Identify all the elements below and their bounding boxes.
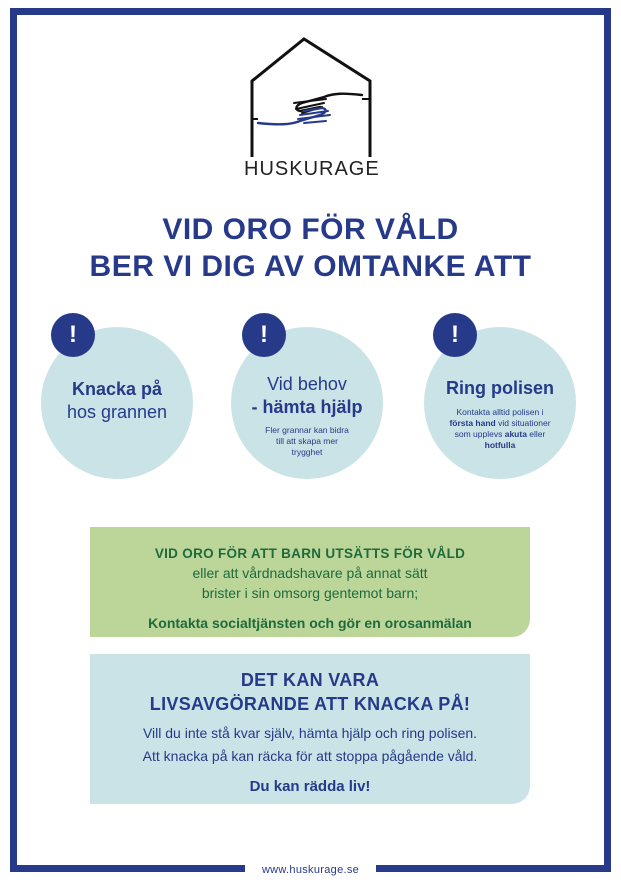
action-2-title-light: Vid behov	[267, 374, 347, 394]
action-2-title-bold: - hämta hjälp	[251, 397, 363, 417]
child-concern-heading: VID ORO FÖR ATT BARN UTSÄTTS FÖR VÅLD	[154, 546, 466, 561]
knock-notice-heading: LIVSAVGÖRANDE ATT KNACKA PÅ!	[149, 694, 471, 714]
action-3-desc-text: vid situationer	[495, 418, 551, 428]
knock-notice-body: Vill du inte stå kvar själv, hämta hjälp och ring polisen.	[142, 725, 478, 741]
action-3-desc-emph: akuta	[504, 429, 527, 439]
action-2-desc-line: trygghet	[291, 447, 323, 457]
action-3-desc-text: Kontakta alltid polisen i	[456, 407, 544, 417]
headline-line-1: VID ORO FÖR VÅLD	[162, 213, 459, 246]
action-3-desc-emph: första hand	[449, 418, 496, 428]
knock-notice-body: Att knacka på kan räcka för att stoppa pågående våld.	[142, 748, 478, 764]
action-3-desc-text: eller	[526, 429, 546, 439]
child-concern-cta: Kontakta socialtjänsten och gör en orosanmälan	[148, 615, 472, 631]
child-concern-body: eller att vårdnadshavare på annat sätt	[192, 565, 428, 581]
child-concern-body: brister i sin omsorg gentemot barn;	[201, 585, 419, 601]
house-hands-icon	[244, 37, 378, 162]
huskurage-logo	[244, 37, 378, 182]
alert-badge-2: !	[242, 313, 286, 357]
action-3-desc-text: som upplevs	[454, 429, 505, 439]
alert-badge-1: !	[51, 313, 95, 357]
logo-wordmark: HUSKURAGE	[244, 158, 380, 180]
action-1-title-rest: hos grannen	[66, 402, 168, 422]
action-3-desc-line	[424, 429, 576, 440]
action-3-desc-line	[424, 407, 576, 418]
knock-notice-box	[90, 654, 530, 804]
action-2-desc-line: Fler grannar kan bidra	[265, 425, 349, 435]
knock-notice-heading: DET KAN VARA	[240, 670, 380, 690]
footer-url[interactable]: www.huskurage.se	[245, 858, 376, 882]
alert-badge-3: !	[433, 313, 477, 357]
headline-line-2: BER VI DIG AV OMTANKE ATT	[89, 250, 532, 283]
child-concern-box	[90, 527, 530, 637]
action-2-desc-line: till att skapa mer	[276, 436, 338, 446]
action-3-desc-line	[424, 418, 576, 429]
knock-notice-slogan: Du kan rädda liv!	[249, 778, 371, 795]
action-3-desc-line: hotfulla	[484, 440, 516, 450]
action-3-title-bold: Ring polisen	[446, 378, 554, 398]
action-1-title-bold: Knacka på	[71, 379, 163, 399]
